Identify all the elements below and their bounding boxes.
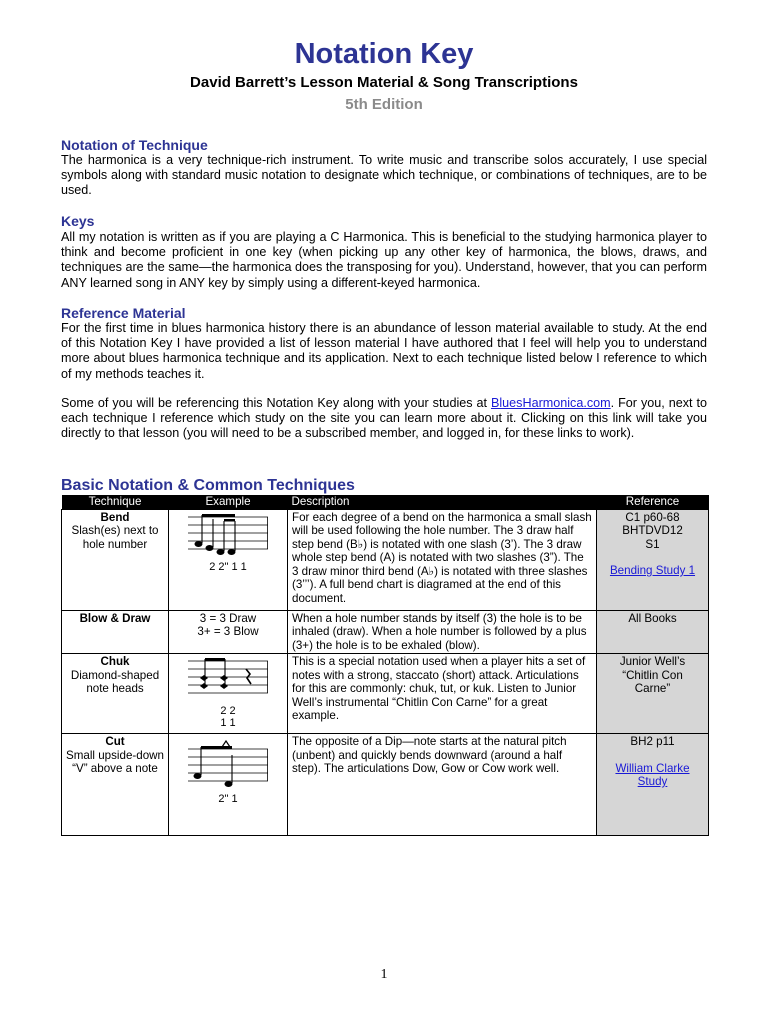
reference-line: BH2 p11 [630,735,675,748]
hole-numbers-bottom: 1 1 [220,717,236,729]
technique-description: Diamond-shaped note heads [70,668,160,695]
section-heading-reference: Reference Material [61,305,186,321]
chuk-notation-figure [188,655,268,699]
section-heading-notation: Notation of Technique [61,137,208,153]
section-heading-keys: Keys [61,213,95,229]
example-cell [169,734,288,836]
bending-study-link[interactable]: Bending Study 1 [609,564,696,577]
blues-harmonica-link[interactable]: BluesHarmonica.com [490,396,611,410]
techniques-table [61,495,709,836]
page-number: 1 [380,967,388,982]
referencing-text-before: Some of you will be referencing this Notation Key along with your studies at [61,396,491,410]
description-cell: When a hole number stands by itself (3) the hole is to be inhaled (draw). When a hole number is followed by a plus (3+) the hole is to be exhaled (blow). [288,610,597,654]
description-cell: This is a special notation used when a player hits a set of notes with a strong, staccato (short) attack. Articulations for this are commonly: chuk, tut, or kuk. Listen to Junior Well’s instrumental “Chitlin Con Carne” for a great example. [288,654,597,734]
hole-numbers: 2 2" 1 1 [209,560,247,573]
reference-line: Junior Well’s [619,655,686,668]
referencing-text-after: . For you, next to each technique I reference which study on the site you can learn more about it. Clicking on this link will take you directly to that lesson (you will need to be a subscribed member, and logged in, for these links to work). [61,396,707,441]
section-text-reference: For the first time in blues harmonica history there is an abundance of lesson material available to study. At the end of this Notation Key I have provided a list of lesson material I have authored that I feel will help you to understand more about blues harmonica technique and its application. Next to each technique listed below I reference to which of my methods teaches it. [61,321,707,381]
column-header-technique: Technique [62,495,169,509]
cut-notation-figure [188,735,268,787]
reference-cell [597,509,709,610]
technique-cell [62,509,169,610]
technique-name: Bend [100,510,130,524]
table-row-chuk [62,654,709,734]
section-text-keys: All my notation is written as if you are playing a C Harmonica. This is beneficial to the studying harmonica player to think and become proficient in one key (when picking up any other key of harmonica, the blows, draws, and techniques are the same—the harmonica does the transposing for you). Understand, however, that you can perform ANY learned song in ANY key by simply using a different-keyed harmonica. [61,230,707,290]
technique-name: Chuk [100,655,130,668]
technique-description: Slash(es) next to hole number [71,524,159,551]
reference-line: “Chitlin Con [622,668,683,682]
table-row-bend [62,509,709,610]
description-cell: For each degree of a bend on the harmonica a small slash will be used following the hole number. The 3 draw half step bend (B♭) is notated with one slash (3’). The 3 draw whole step bend (A) is notated with two slashes (3”). The 3 draw minor third bend (A♭) is notated with three slashes (3’’’). A full bend chart is diagramed at the end of this document. [288,509,597,610]
reference-line: S1 [645,537,660,551]
table-row-blow-draw [62,610,709,654]
reference-line: BHTDVD12 [622,524,683,537]
reference-cell [597,610,709,654]
reference-cell [597,734,709,836]
table-row-cut [62,734,709,836]
reference-line: All Books [628,611,677,625]
william-clarke-study-link[interactable]: William Clarke Study [615,761,690,788]
column-header-example: Example [169,495,288,509]
page-subtitle: David Barrett’s Lesson Material & Song Transcriptions [190,74,578,91]
example-cell [169,610,288,654]
example-cell [169,509,288,610]
reference-cell [597,654,709,734]
column-header-description: Description [288,495,597,509]
example-line: 3 = 3 Draw [199,611,257,625]
technique-description: Small upside-down “V” above a note [66,748,164,775]
technique-name: Blow & Draw [79,611,151,625]
edition-label: 5th Edition [345,96,423,113]
technique-cell [62,734,169,836]
example-cell [169,654,288,734]
section-text-notation: The harmonica is a very technique-rich instrument. To write music and transcribe solos accurately, I use special symbols along with standard music notation to designate which technique, or combinations of techniques, are to be used. [61,153,707,198]
technique-cell [62,610,169,654]
section-text-referencing [61,396,707,442]
hole-numbers-top: 2 2 [220,705,236,717]
table-section-heading: Basic Notation & Common Techniques [61,477,355,494]
bend-notation-figure [188,511,268,555]
example-line: 3+ = 3 Blow [197,625,259,638]
technique-name: Cut [105,735,125,748]
page-title: Notation Key [294,38,474,70]
column-header-reference: Reference [597,495,709,509]
description-cell: The opposite of a Dip—note starts at the natural pitch (unbent) and quickly bends downward (around a half step). The articulations Dow, Gow or Cow work well. [288,734,597,836]
hole-numbers: 2" 1 [218,793,238,805]
reference-line: Carne” [634,682,671,695]
reference-line: C1 p60-68 [625,510,680,524]
technique-cell [62,654,169,734]
table-header-row [62,495,709,509]
